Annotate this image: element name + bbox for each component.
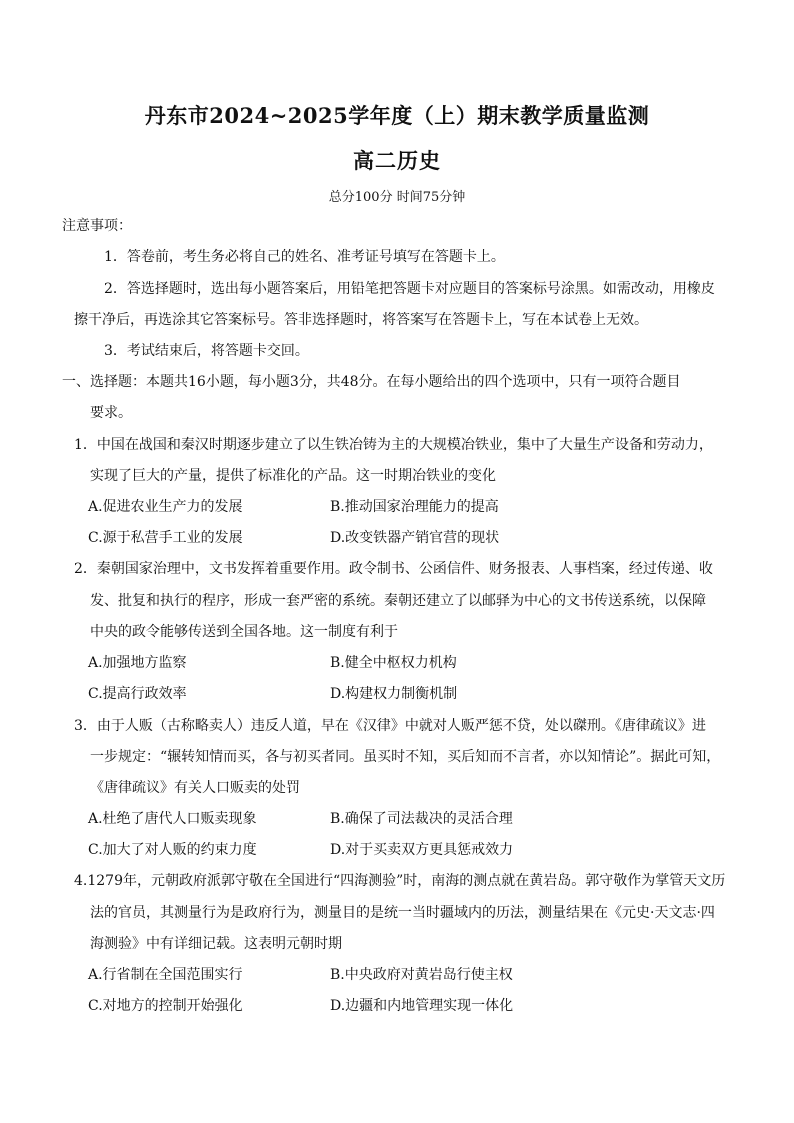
section-1-heading-line-1: 一、选择题：本题共16小题，每小题3分，共48分。在每小题给出的四个选项中，只有一项符合题目 <box>62 374 681 390</box>
question-4-option-c: C.对地方的控制开始强化 <box>88 998 243 1014</box>
exam-subject: 高二历史 <box>353 148 441 173</box>
question-2-option-a: A.加强地方监察 <box>88 655 187 671</box>
question-1-option-c: C.源于私营手工业的发展 <box>88 530 243 546</box>
notice-item-1: 1．答卷前，考生务必将自己的姓名、准考证号填写在答题卡上。 <box>104 249 505 265</box>
question-1-option-b: B.推动国家治理能力的提高 <box>330 499 499 515</box>
question-1-stem-line-1: 1．中国在战国和秦汉时期逐步建立了以生铁冶铸为主的大规模冶铁业，集中了大量生产设备和劳动力， <box>74 437 713 453</box>
question-1-option-a: A.促进农业生产力的发展 <box>88 499 243 515</box>
question-4-stem-line-1: 4.1279年，元朝政府派郭守敬在全国进行“四海测验”时，南海的测点就在黄岩岛。郭守敬作为掌管天文历 <box>74 873 726 889</box>
question-1-option-d: D.改变铁器产销官营的现状 <box>330 530 500 546</box>
question-2-option-c: C.提高行政效率 <box>88 686 187 702</box>
question-3-stem-line-2: 一步规定：“辗转知情而买，各与初买者同。虽买时不知，买后知而不言者，亦以知情论”。据此可知， <box>90 749 721 765</box>
question-4-option-b: B.中央政府对黄岩岛行使主权 <box>330 967 513 983</box>
notice-item-2-line-2: 擦干净后，再选涂其它答案标号。答非选择题时，将答案写在答题卡上，写在本试卷上无效。 <box>74 312 648 328</box>
question-4-option-a: A.行省制在全国范围实行 <box>88 967 243 983</box>
question-3-option-d: D.对于买卖双方更具惩戒效力 <box>330 842 514 858</box>
question-2-stem-line-2: 发、批复和执行的程序，形成一套严密的系统。秦朝还建立了以邮驿为中心的文书传送系统，以保障 <box>90 593 706 609</box>
notice-item-2-line-1: 2．答选择题时，选出每小题答案后，用铅笔把答题卡对应题目的答案标号涂黑。如需改动，用橡皮 <box>104 281 715 297</box>
question-4-option-d: D.边疆和内地管理实现一体化 <box>330 998 514 1014</box>
question-2-option-b: B.健全中枢权力机构 <box>330 655 457 671</box>
question-3-option-c: C.加大了对人贩的约束力度 <box>88 842 257 858</box>
question-2-stem-line-1: 2．秦朝国家治理中，文书发挥着重要作用。政令制书、公函信件、财务报表、人事档案，经过传递、收 <box>74 561 713 577</box>
section-1-heading-line-2: 要求。 <box>90 405 132 421</box>
question-3-option-b: B.确保了司法裁决的灵活合理 <box>330 811 513 827</box>
question-2-option-d: D.构建权力制衡机制 <box>330 686 458 702</box>
question-2-stem-line-3: 中央的政令能够传送到全国各地。这一制度有利于 <box>90 624 398 640</box>
notice-heading: 注意事项： <box>62 218 132 234</box>
exam-title: 丹东市2024~2025学年度（上）期末教学质量监测 <box>144 103 650 128</box>
notice-item-3: 3．考试结束后，将答题卡交回。 <box>104 343 309 359</box>
exam-meta: 总分100分 时间75分钟 <box>328 190 466 205</box>
question-4-stem-line-3: 海测验》中有详细记载。这表明元朝时期 <box>90 936 342 952</box>
question-1-stem-line-2: 实现了巨大的产量，提供了标准化的产品。这一时期冶铁业的变化 <box>90 468 496 484</box>
question-3-option-a: A.杜绝了唐代人口贩卖现象 <box>88 811 257 827</box>
question-3-stem-line-1: 3．由于人贩（古称略卖人）违反人道，早在《汉律》中就对人贩严惩不贷，处以磔刑。《唐律疏议》进 <box>74 718 706 734</box>
question-3-stem-line-3: 《唐律疏议》有关人口贩卖的处罚 <box>90 780 300 796</box>
question-4-stem-line-2: 法的官员，其测量行为是政府行为，测量目的是统一当时疆域内的历法，测量结果在《元史·天文志·四 <box>90 905 715 921</box>
